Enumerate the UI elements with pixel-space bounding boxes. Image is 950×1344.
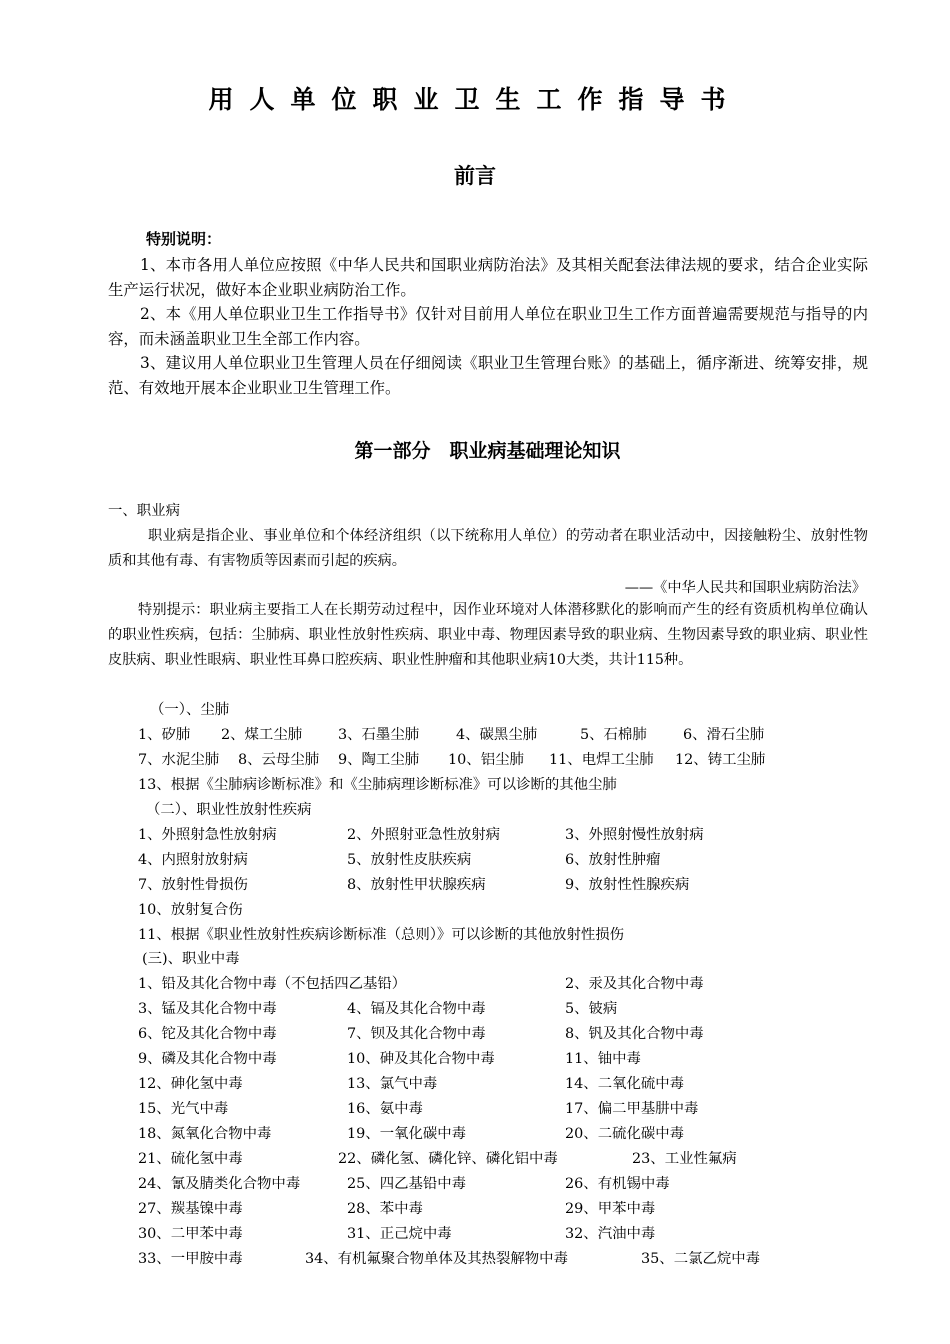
list-item: 7、放射性骨损伤 [138,877,248,893]
list-item: 17、偏二甲基肼中毒 [565,1101,699,1117]
list-item: 13、氯气中毒 [347,1076,438,1092]
list-item: 29、甲苯中毒 [565,1201,656,1217]
list-item: 11、电焊工尘肺 [549,752,654,768]
list-item: 35、二氯乙烷中毒 [641,1251,761,1267]
list-item: 9、陶工尘肺 [338,752,420,768]
list-item: 1、矽肺 [138,727,191,743]
list-item: 19、一氧化碳中毒 [347,1126,467,1142]
list-item: 21、硫化氢中毒 [138,1151,243,1167]
list-item: 22、磷化氢、磷化锌、磷化铝中毒 [338,1151,558,1167]
list-item: 6、滑石尘肺 [683,727,765,743]
list-item: 3、锰及其化合物中毒 [138,1001,277,1017]
cat3-title: (三)、职业中毒 [142,951,240,967]
list-item: 3、外照射慢性放射病 [565,827,704,843]
list-item: 5、石棉肺 [580,727,647,743]
list-item: 1、铅及其化合物中毒（不包括四乙基铅） [138,976,407,992]
list-item: 1、外照射急性放射病 [138,827,277,843]
list-item: 5、放射性皮肤疾病 [347,852,472,868]
list-item: 10、砷及其化合物中毒 [347,1051,495,1067]
special-note-label: 特别说明： [146,230,222,248]
list-item: 6、铊及其化合物中毒 [138,1026,277,1042]
list-item: 9、放射性性腺疾病 [565,877,690,893]
list-item: 12、砷化氢中毒 [138,1076,243,1092]
list-item: 5、铍病 [565,1001,618,1017]
list-item: 2、煤工尘肺 [221,727,303,743]
section1-title: 一、职业病 [108,503,180,519]
list-item: 6、放射性肿瘤 [565,852,661,868]
list-item: 32、汽油中毒 [565,1226,656,1242]
special-tip-paragraph: 特别提示：职业病主要指工人在长期劳动过程中，因作业环境对人体潜移默化的影响而产生的经有资质机构单位确认的职业性疾病，包括：尘肺病、职业性放射性疾病、职业中毒、物理因素导致的职业病、生物因素导致的职业病、职业性皮肤病、职业性眼病、职业性耳鼻口腔疾病、职业性肿瘤和其他职业病10大类，共计115种。 [108,602,868,668]
list-item: 8、放射性甲状腺疾病 [347,877,486,893]
list-item: 18、氮氧化合物中毒 [138,1126,272,1142]
list-item: 20、二硫化碳中毒 [565,1126,685,1142]
cat1-title: （一）、尘肺 [150,702,230,718]
list-item: 24、氰及腈类化合物中毒 [138,1176,301,1192]
list-item: 10、铝尘肺 [448,752,524,768]
list-item: 23、工业性氟病 [632,1151,737,1167]
list-item: 34、有机氟聚合物单体及其热裂解物中毒 [305,1251,568,1267]
list-item: 8、钒及其化合物中毒 [565,1026,704,1042]
list-item: 15、光气中毒 [138,1101,229,1117]
list-item: 4、内照射放射病 [138,852,248,868]
list-item: 10、放射复合伤 [138,902,243,918]
list-item: 4、镉及其化合物中毒 [347,1001,486,1017]
cat2-title: （二）、职业性放射性疾病 [146,802,312,818]
list-item: 9、磷及其化合物中毒 [138,1051,277,1067]
part1-heading: 第一部分 职业病基础理论知识 [354,440,621,462]
definition-paragraph: 职业病是指企业、事业单位和个体经济组织（以下统称用人单位）的劳动者在职业活动中，因接触粉尘、放射性物质和其他有毒、有害物质等因素而引起的疾病。 [108,528,868,569]
list-item: 16、氨中毒 [347,1101,423,1117]
list-item: 30、二甲苯中毒 [138,1226,243,1242]
note-paragraph-2: 2、本《用人单位职业卫生工作指导书》仅针对目前用人单位在职业卫生工作方面普遍需要规范与指导的内容，而未涵盖职业卫生全部工作内容。 [108,305,868,348]
note-paragraph-3: 3、建议用人单位职业卫生管理人员在仔细阅读《职业卫生管理台账》的基础上，循序渐进、统筹安排，规范、有效地开展本企业职业卫生管理工作。 [108,354,868,397]
preface-heading: 前言 [454,164,496,188]
list-item: 11、根据《职业性放射性疾病诊断标准（总则）》可以诊断的其他放射性损伤 [138,927,625,943]
list-item: 26、有机锡中毒 [565,1176,670,1192]
list-item: 14、二氧化硫中毒 [565,1076,685,1092]
note-paragraph-1: 1、本市各用人单位应按照《中华人民共和国职业病防治法》及其相关配套法律法规的要求，结合企业实际生产运行状况，做好本企业职业病防治工作。 [108,256,868,299]
list-item: 12、铸工尘肺 [675,752,766,768]
list-item: 3、石墨尘肺 [338,727,420,743]
list-item: 28、苯中毒 [347,1201,423,1217]
list-item: 8、云母尘肺 [238,752,320,768]
list-item: 2、汞及其化合物中毒 [565,976,704,992]
citation: ——《中华人民共和国职业病防治法》 [624,580,866,596]
list-item: 31、正己烷中毒 [347,1226,452,1242]
list-item: 27、羰基镍中毒 [138,1201,243,1217]
list-item: 7、钡及其化合物中毒 [347,1026,486,1042]
list-item: 2、外照射亚急性放射病 [347,827,501,843]
list-item: 13、根据《尘肺病诊断标准》和《尘肺病理诊断标准》可以诊断的其他尘肺 [138,777,617,793]
list-item: 7、水泥尘肺 [138,752,220,768]
document-title: 用人单位职业卫生工作指导书 [208,85,742,114]
list-item: 25、四乙基铅中毒 [347,1176,467,1192]
list-item: 33、一甲胺中毒 [138,1251,243,1267]
list-item: 11、铀中毒 [565,1051,641,1067]
list-item: 4、碳黑尘肺 [456,727,538,743]
